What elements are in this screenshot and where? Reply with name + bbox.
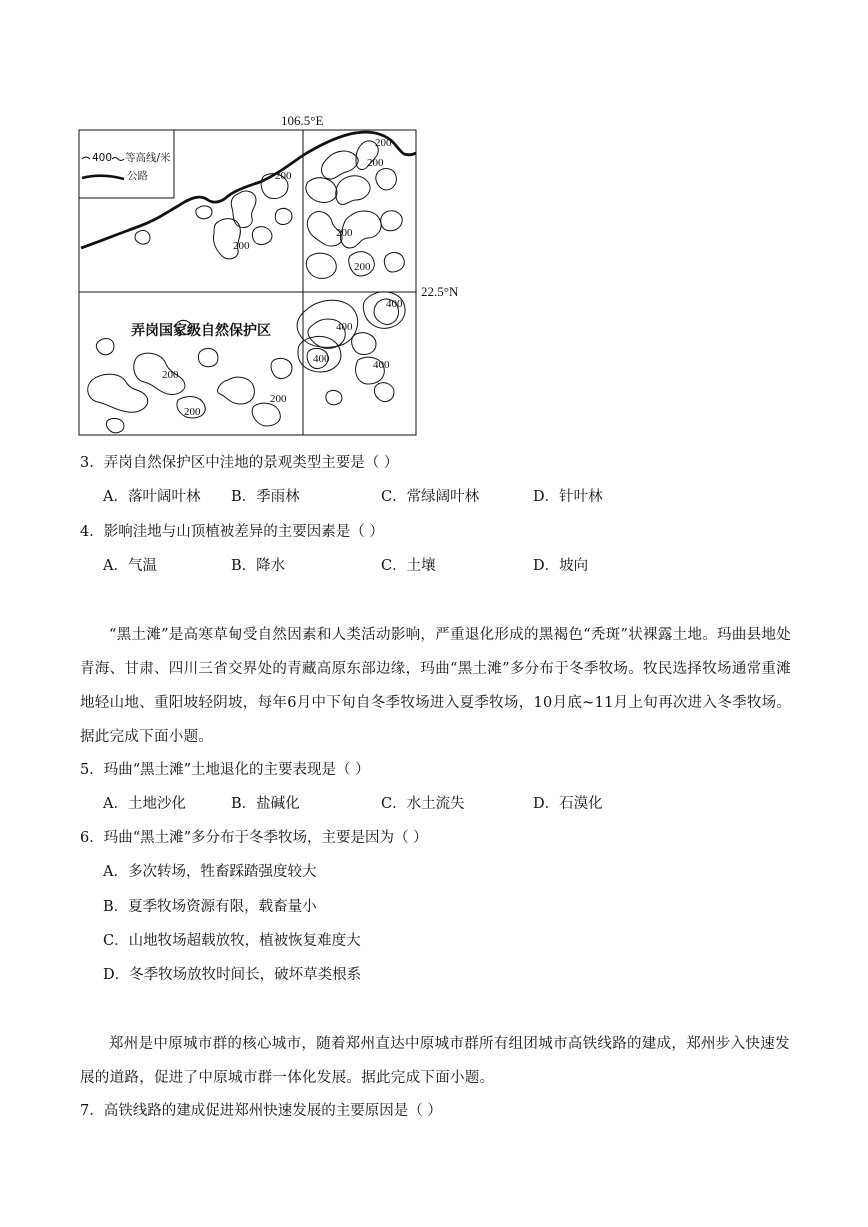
question-7-stem: 7．高铁线路的建成促进郑州快速发展的主要原因是（ ） (80, 1103, 442, 1119)
longitude-label: 106.5°E (281, 113, 324, 128)
contour-label: 400 (386, 298, 403, 310)
contour-label: 200 (367, 157, 384, 169)
contour-label: 400 (373, 359, 390, 371)
question-4-option-a[interactable]: A．气温 (103, 558, 157, 574)
question-6-option-c[interactable]: C．山地牧场超载放牧，植被恢复难度大 (103, 933, 361, 949)
question-4-option-c[interactable]: C．土壤 (381, 558, 436, 574)
reading-passage-zhengzhou (80, 1027, 792, 1095)
question-4-option-d[interactable]: D．坡向 (533, 558, 589, 574)
question-3-option-d[interactable]: D．针叶林 (533, 489, 603, 505)
contour-label: 200 (184, 406, 201, 418)
question-6-stem: 6．玛曲“黑土滩”多分布于冬季牧场，主要是因为（ ） (80, 830, 428, 846)
contour-label: 200 (375, 137, 392, 149)
reserve-name-label: 弄岗国家级自然保护区 (131, 323, 271, 339)
question-4-options (103, 556, 803, 576)
question-3-stem: 3．弄岗自然保护区中洼地的景观类型主要是（ ） (80, 455, 399, 471)
question-5-option-d[interactable]: D．石漠化 (533, 796, 603, 812)
question-5-options (103, 794, 803, 814)
question-3-option-b[interactable]: B．季雨林 (231, 489, 300, 505)
legend-road-label: 公路 (127, 170, 148, 182)
contour-label: 400 (336, 321, 353, 333)
latitude-label: 22.5°N (421, 284, 459, 299)
legend-contour-label: 等高线/米 (125, 152, 171, 164)
legend-contour-value: 400 (92, 152, 113, 164)
legend-box (79, 130, 174, 198)
contour-label: 200 (354, 261, 371, 273)
question-4-stem: 4．影响洼地与山顶植被差异的主要因素是（ ） (80, 524, 384, 540)
question-3-option-a[interactable]: A．落叶阔叶林 (103, 489, 201, 505)
question-3-option-c[interactable]: C．常绿阔叶林 (381, 489, 480, 505)
contour-label: 200 (275, 170, 292, 182)
legend-road-line (82, 176, 124, 179)
contour-label: 200 (233, 240, 250, 252)
topographic-map-figure (78, 110, 459, 440)
question-5-option-b[interactable]: B．盐碱化 (231, 796, 300, 812)
question-6-option-d[interactable]: D．冬季牧场放牧时间长，破坏草类根系 (103, 967, 362, 983)
contour-label: 200 (270, 393, 287, 405)
question-5-option-c[interactable]: C．水土流失 (381, 796, 465, 812)
question-6-option-a[interactable]: A．多次转场，牲畜踩踏强度较大 (103, 864, 317, 880)
passage-1-text: “黑土滩”是高寒草甸受自然因素和人类活动影响，严重退化形成的黑褐色“秃斑”状裸露土地。玛曲县地处青海、甘肃、四川三省交界处的青藏高原东部边缘，玛曲“黑土滩”多分布于冬季牧场。牧民选择牧场通常重滩地轻山地、重阳坡轻阴坡，每年6月中下旬自冬季牧场进入夏季牧场，10月底~11月上旬再次进入冬季牧场。据此完成下面小题。 (80, 627, 792, 745)
contour-lines (88, 141, 405, 433)
question-5-stem: 5．玛曲“黑土滩”土地退化的主要表现是（ ） (80, 762, 370, 778)
question-3-options (103, 487, 803, 507)
reading-passage-black-soil (80, 618, 792, 754)
contour-label: 200 (336, 227, 353, 239)
question-5-option-a[interactable]: A．土地沙化 (103, 796, 186, 812)
road-line (81, 132, 416, 248)
passage-2-text: 郑州是中原城市群的核心城市，随着郑州直达中原城市群所有组团城市高铁线路的建成，郑州步入快速发展的道路，促进了中原城市群一体化发展。据此完成下面小题。 (80, 1036, 790, 1086)
contour-label: 200 (162, 369, 179, 381)
contour-label: 400 (313, 353, 330, 365)
question-4-option-b[interactable]: B．降水 (231, 558, 286, 574)
question-6-option-b[interactable]: B．夏季牧场资源有限，载畜量小 (103, 899, 317, 915)
